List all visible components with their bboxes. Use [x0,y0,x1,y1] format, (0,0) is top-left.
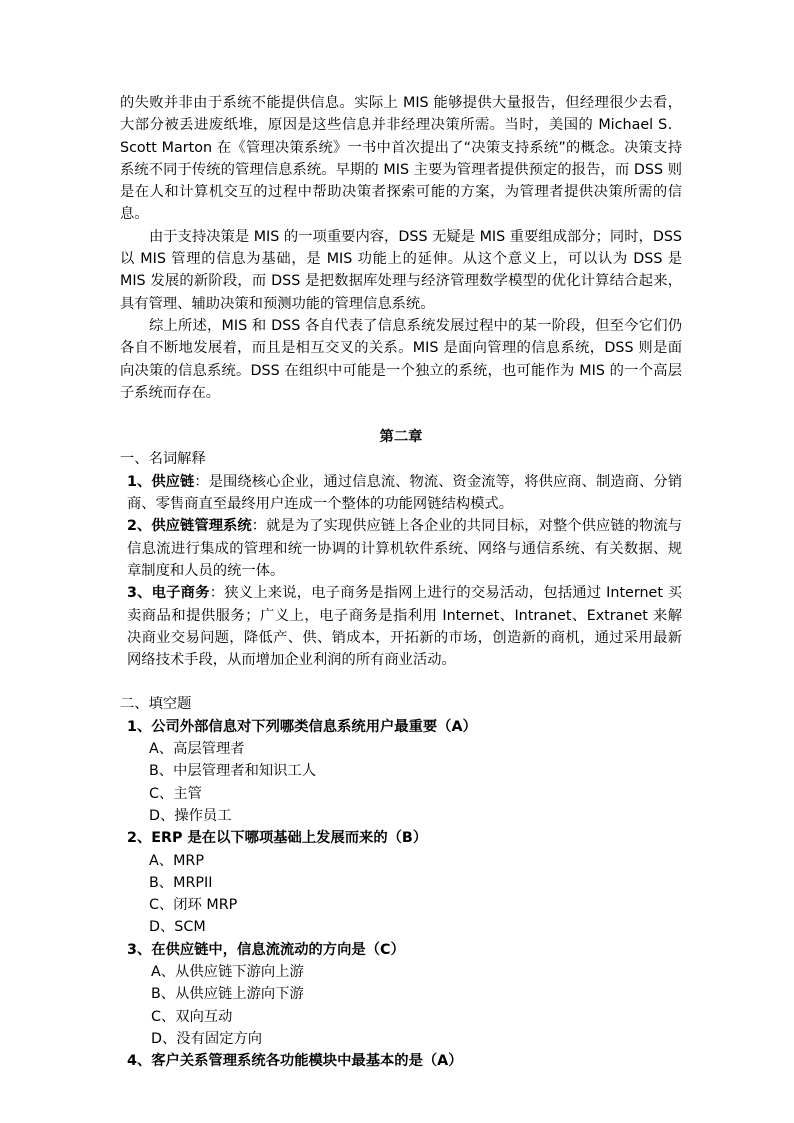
answer-option: C、主管 [149,785,202,802]
question: 3、在供应链中，信息流流动的方向是（C） [127,941,405,958]
term-text: ：是围绕核心企业，通过信息流、物流、资金流等，将供应商、制造商、分销商、零售商直至最终用户连成一个整体的功能网链结构模式。 [127,473,682,513]
answer-option: D、SCM [149,919,206,936]
answer-option: C、双向互动 [151,1008,233,1025]
body-paragraph: 的失败并非由于系统不能提供信息。实际上 MIS 能够提供大量报告，但经理很少去看，大部分被丢进废纸堆，原因是这些信息并非经理决策所需。当时，美国的 Michael S．Scott Marton 在《管理决策系统》一书中首次提出了“决策支持系统”的概念。决策支持系统不同于传统的管理信息系统。早期的 MIS 主要为管理者提供预定的报告，而 DSS 则是在人和计算机交互的过程中帮助决策者探索可能的方案，为管理者提供决策所需的信息。 [120,95,682,223]
section-heading: 二、填空题 [120,696,192,713]
term-definition [120,582,682,671]
question: 2、ERP 是在以下哪项基础上发展而来的（B） [127,830,428,847]
spacer [120,671,682,693]
answer-option: A、从供应链下游向上游 [151,963,304,980]
term-definition [120,471,682,516]
question: 4、客户关系管理系统各功能模块中最基本的是（A） [127,1053,463,1070]
answer-option: C、闭环 MRP [149,897,238,914]
answer-option: B、MRPII [149,874,213,891]
answer-option: A、MRP [149,852,204,869]
term-name: 3、电子商务 [127,585,210,602]
document-body [120,92,682,1072]
term-name: 2、供应链管理系统 [127,518,252,535]
term-text: ：狭义上来说，电子商务是指网上进行的交易活动，包括通过 Internet 买卖商品和提供服务；广义上，电子商务是指利用 Internet、Intranet、Extranet 来解决商业交易问题，降低产、供、销成本，开拓新的市场，创造新的商机，通过采用最新网络技术手段，从而增加企业利润的所有商业活动。 [127,585,682,669]
section-heading: 一、名词解释 [120,451,206,468]
answer-option: B、中层管理者和知识工人 [149,763,317,780]
body-paragraph: 综上所述，MIS 和 DSS 各自代表了信息系统发展过程中的某一阶段，但至今它们仍各自不断地发展着，而且是相互交叉的关系。MIS 是面向管理的信息系统，DSS 则是面向决策的信息系统。DSS 在组织中可能是一个独立的系统，也可能作为 MIS 的一个高层子系统而存在。 [120,317,682,401]
chapter-title: 第二章 [379,429,423,446]
answer-option: B、从供应链上游向下游 [151,986,304,1003]
body-paragraph: 由于支持决策是 MIS 的一项重要内容，DSS 无疑是 MIS 重要组成部分；同时，DSS 以 MIS 管理的信息为基础，是 MIS 功能上的延伸。从这个意义上，可以认为 DSS 是 MIS 发展的新阶段，而 DSS 是把数据库处理与经济管理数学模型的优化计算结合起来，具有管理、辅助决策和预测功能的管理信息系统。 [120,228,682,312]
question: 1、公司外部信息对下列哪类信息系统用户最重要（A） [127,718,477,735]
term-text: ：就是为了实现供应链上各企业的共同目标，对整个供应链的物流与信息流进行集成的管理和统一协调的计算机软件系统、网络与通信系统、有关数据、规章制度和人员的统一体。 [127,518,683,579]
answer-option: D、没有固定方向 [151,1030,263,1047]
term-definition [120,515,682,582]
term-name: 1、供应链 [127,473,195,490]
answer-option: A、高层管理者 [149,741,245,758]
answer-option: D、操作员工 [149,807,232,824]
